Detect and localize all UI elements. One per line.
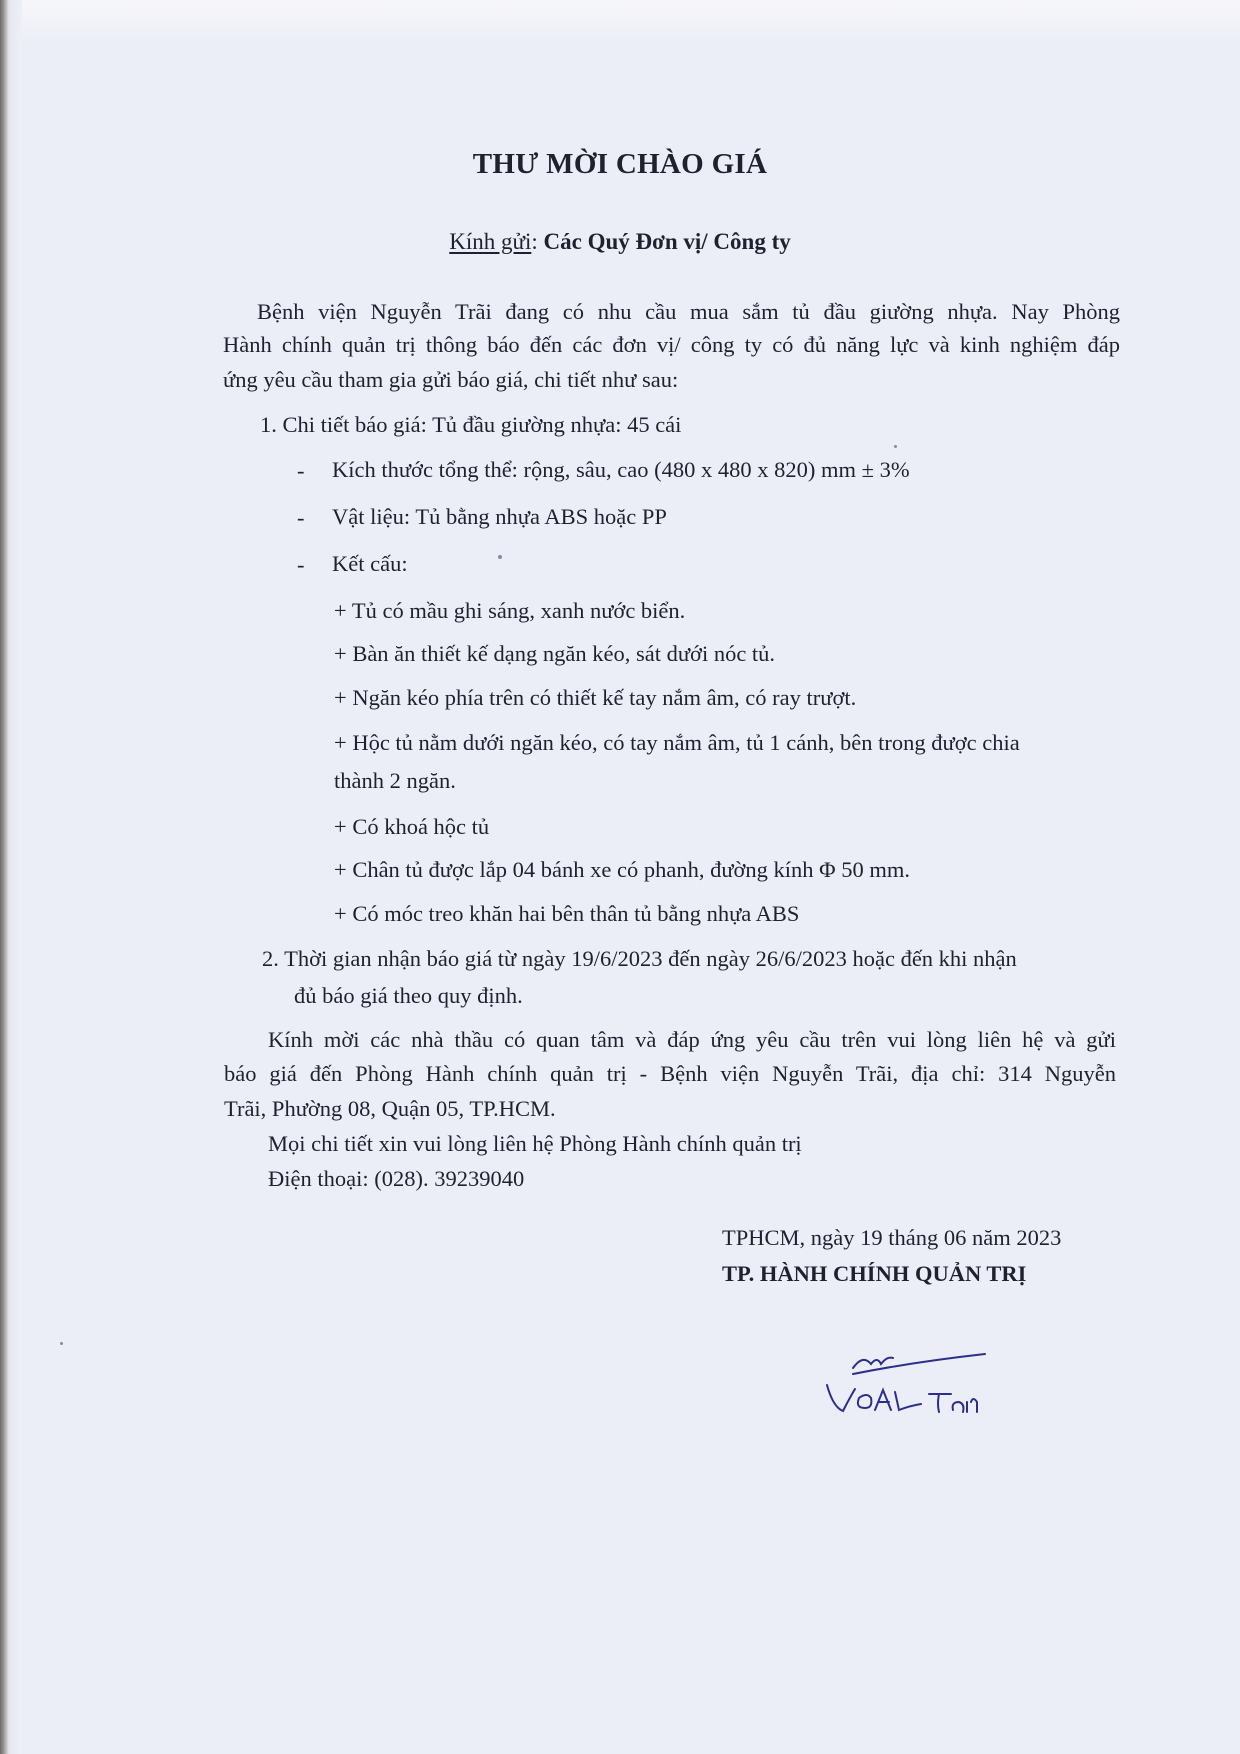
recipient-label: Kính gửi — [449, 229, 532, 254]
structure-item: + Có móc treo khăn hai bên thân tủ bằng nhựa ABS — [334, 901, 800, 926]
dash-bullet: - — [297, 505, 305, 530]
place-date: TPHCM, ngày 19 tháng 06 năm 2023 — [722, 1225, 1062, 1250]
recipient-separator: : — [531, 229, 544, 254]
scan-speck — [498, 555, 502, 559]
intro-line-1: Bệnh viện Nguyễn Trãi đang có nhu cầu mua sắm tủ đầu giường nhựa. Nay Phòng — [257, 299, 1120, 324]
contact-line: Mọi chi tiết xin vui lòng liên hệ Phòng Hành chính quản trị — [268, 1131, 802, 1156]
closing-line-2: báo giá đến Phòng Hành chính quản trị - Bệnh viện Nguyễn Trãi, địa chỉ: 314 Nguyễn — [224, 1061, 1116, 1086]
intro-line-3: ứng yêu cầu tham gia gửi báo giá, chi tiết như sau: — [223, 367, 679, 392]
signer-title: TP. HÀNH CHÍNH QUẢN TRỊ — [722, 1261, 1027, 1286]
spec-size: Kích thước tổng thể: rộng, sâu, cao (480 x 480 x 820) mm ± 3% — [332, 457, 910, 482]
structure-item: + Chân tủ được lắp 04 bánh xe có phanh, đường kính Φ 50 mm. — [334, 857, 910, 882]
scan-speck — [60, 1342, 63, 1345]
scan-speck — [894, 445, 897, 448]
phone-line: Điện thoại: (028). 39239040 — [268, 1166, 525, 1191]
closing-line-3: Trãi, Phường 08, Quận 05, TP.HCM. — [224, 1096, 556, 1121]
recipient-line — [0, 229, 1240, 255]
item-2-line-1: 2. Thời gian nhận báo giá từ ngày 19/6/2023 đến ngày 26/6/2023 hoặc đến khi nhận — [262, 946, 1017, 971]
structure-item: + Bàn ăn thiết kế dạng ngăn kéo, sát dưới nóc tủ. — [334, 641, 776, 666]
item-2-line-2: đủ báo giá theo quy định. — [294, 983, 523, 1008]
item-1-heading: 1. Chi tiết báo giá: Tủ đầu giường nhựa: 45 cái — [260, 412, 682, 437]
structure-item-continued: thành 2 ngăn. — [334, 768, 456, 793]
structure-item: + Có khoá hộc tủ — [334, 814, 490, 839]
intro-line-2: Hành chính quản trị thông báo đến các đơn vị/ công ty có đủ năng lực và kinh nghiệm đáp — [223, 332, 1120, 357]
recipient-name: Các Quý Đơn vị/ Công ty — [543, 229, 791, 254]
document-title: THƯ MỜI CHÀO GIÁ — [472, 148, 768, 180]
scan-top-margin — [0, 0, 1240, 44]
structure-item: + Tủ có mầu ghi sáng, xanh nước biển. — [334, 598, 686, 623]
dash-bullet: - — [297, 552, 305, 577]
structure-item: + Ngăn kéo phía trên có thiết kế tay nắm âm, có ray trượt. — [334, 685, 857, 710]
scan-left-edge — [0, 0, 22, 1754]
structure-item: + Hộc tủ nằm dưới ngăn kéo, có tay nắm âm, tủ 1 cánh, bên trong được chia — [334, 730, 1020, 755]
closing-line-1: Kính mời các nhà thầu có quan tâm và đáp ứng yêu cầu trên vui lòng liên hệ và gửi — [268, 1027, 1116, 1052]
spec-structure: Kết cấu: — [332, 551, 408, 576]
handwritten-signature — [825, 1330, 1025, 1430]
dash-bullet: - — [297, 458, 305, 483]
spec-material: Vật liệu: Tủ bằng nhựa ABS hoặc PP — [332, 504, 667, 529]
